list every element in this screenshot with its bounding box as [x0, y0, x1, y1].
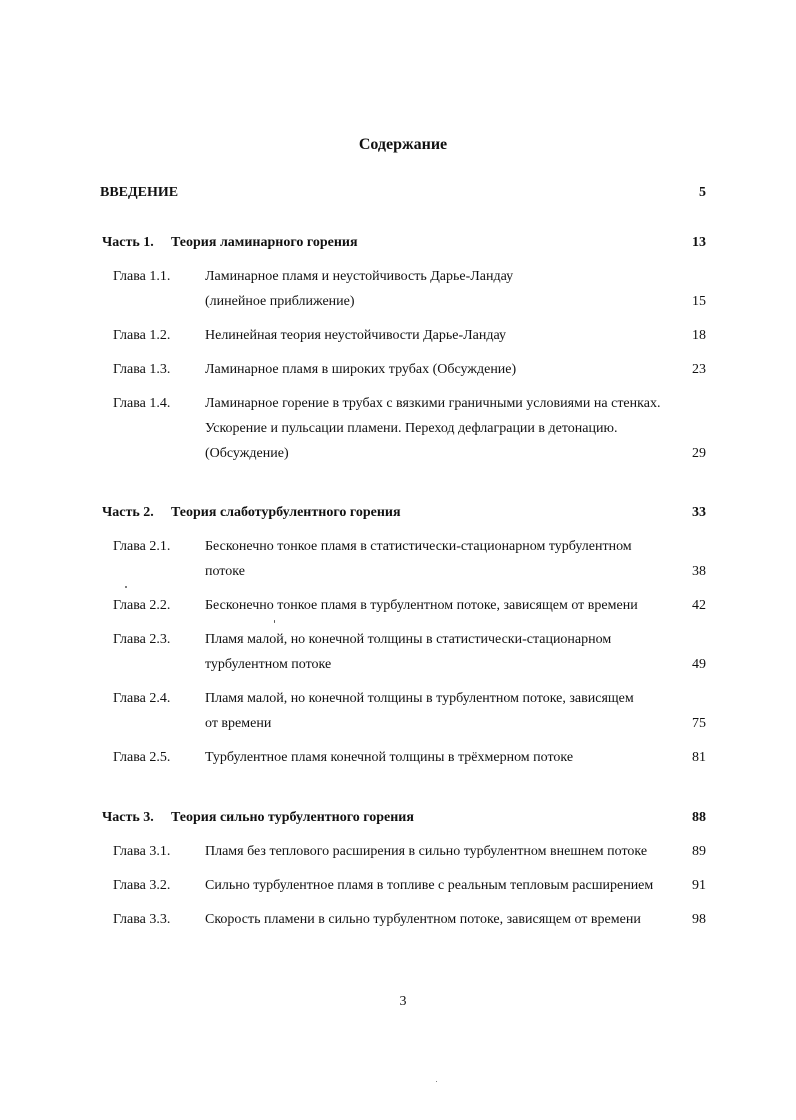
chapter-2-3-line-2: турбулентном потоке	[205, 657, 332, 672]
part-1-page: 13	[692, 235, 706, 250]
chapter-2-4-line-2: от времени	[205, 716, 272, 731]
chapter-2-5-line-1: Турбулентное пламя конечной толщины в трёхмерном потоке	[205, 750, 574, 765]
part-2-title: Теория слаботурбулентного горения	[171, 505, 401, 520]
chapter-2-1-label: Глава 2.1.	[113, 539, 171, 554]
chapter-3-1-page: 89	[692, 844, 706, 859]
chapter-1-4-page: 29	[692, 446, 706, 461]
chapter-3-1-line-1: Пламя без теплового расширения в сильно турбулентном внешнем потоке	[205, 844, 648, 859]
chapter-3-1-label: Глава 3.1.	[113, 844, 171, 859]
part-3-page: 88	[692, 810, 706, 825]
scan-speck	[274, 620, 275, 623]
chapter-3-2-label: Глава 3.2.	[113, 878, 171, 893]
chapter-1-4-line-1: Ламинарное горение в трубах с вязкими граничными условиями на стенках.	[205, 396, 661, 411]
part-3-title: Теория сильно турбулентного горения	[171, 810, 414, 825]
chapter-3-2-page: 91	[692, 878, 706, 893]
chapter-3-3-label: Глава 3.3.	[113, 912, 171, 927]
intro-label: ВВЕДЕНИЕ	[100, 185, 179, 200]
part-2-label: Часть 2.	[102, 505, 154, 520]
chapter-3-3-line-1: Скорость пламени в сильно турбулентном потоке, зависящем от времени	[205, 912, 641, 927]
chapter-1-2-line-1: Нелинейная теория неустойчивости Дарье-Ландау	[205, 328, 506, 343]
chapter-2-3-page: 49	[692, 657, 706, 672]
chapter-2-4-label: Глава 2.4.	[113, 691, 171, 706]
chapter-1-1-line-2: (линейное приближение)	[205, 294, 355, 309]
chapter-2-2-page: 42	[692, 598, 706, 613]
chapter-2-1-page: 38	[692, 564, 706, 579]
chapter-2-5-label: Глава 2.5.	[113, 750, 171, 765]
scan-speck	[125, 586, 127, 588]
chapter-2-1-line-1: Бесконечно тонкое пламя в статистически-стационарном турбулентном	[205, 539, 632, 554]
part-3-label: Часть 3.	[102, 810, 154, 825]
page-number: 3	[399, 994, 407, 1009]
chapter-1-1-page: 15	[692, 294, 706, 309]
chapter-2-2-label: Глава 2.2.	[113, 598, 171, 613]
chapter-1-2-page: 18	[692, 328, 706, 343]
chapter-1-4-line-2: Ускорение и пульсации пламени. Переход дефлаграции в детонацию.	[205, 421, 618, 436]
chapter-2-1-line-2: потоке	[205, 564, 245, 579]
chapter-2-5-page: 81	[692, 750, 706, 765]
chapter-1-4-line-3: (Обсуждение)	[205, 446, 289, 461]
chapter-2-4-line-1: Пламя малой, но конечной толщины в турбулентном потоке, зависящем	[205, 691, 634, 706]
chapter-1-2-label: Глава 1.2.	[113, 328, 171, 343]
scan-speck	[436, 1081, 437, 1082]
chapter-2-3-label: Глава 2.3.	[113, 632, 171, 647]
part-1-label: Часть 1.	[102, 235, 154, 250]
chapter-1-4-label: Глава 1.4.	[113, 396, 171, 411]
page-title: Содержание	[358, 136, 448, 153]
intro-page: 5	[699, 185, 706, 200]
chapter-3-2-line-1: Сильно турбулентное пламя в топливе с реальным тепловым расширением	[205, 878, 654, 893]
chapter-1-1-line-1: Ламинарное пламя и неустойчивость Дарье-Ландау	[205, 269, 514, 284]
chapter-2-4-page: 75	[692, 716, 706, 731]
chapter-1-3-label: Глава 1.3.	[113, 362, 171, 377]
chapter-1-3-line-1: Ламинарное пламя в широких трубах (Обсуждение)	[205, 362, 517, 377]
chapter-3-3-page: 98	[692, 912, 706, 927]
chapter-2-2-line-1: Бесконечно тонкое пламя в турбулентном потоке, зависящем от времени	[205, 598, 638, 613]
chapter-1-1-label: Глава 1.1.	[113, 269, 171, 284]
part-1-title: Теория ламинарного горения	[171, 235, 358, 250]
chapter-2-3-line-1: Пламя малой, но конечной толщины в статистически-стационарном	[205, 632, 612, 647]
part-2-page: 33	[692, 505, 706, 520]
chapter-1-3-page: 23	[692, 362, 706, 377]
